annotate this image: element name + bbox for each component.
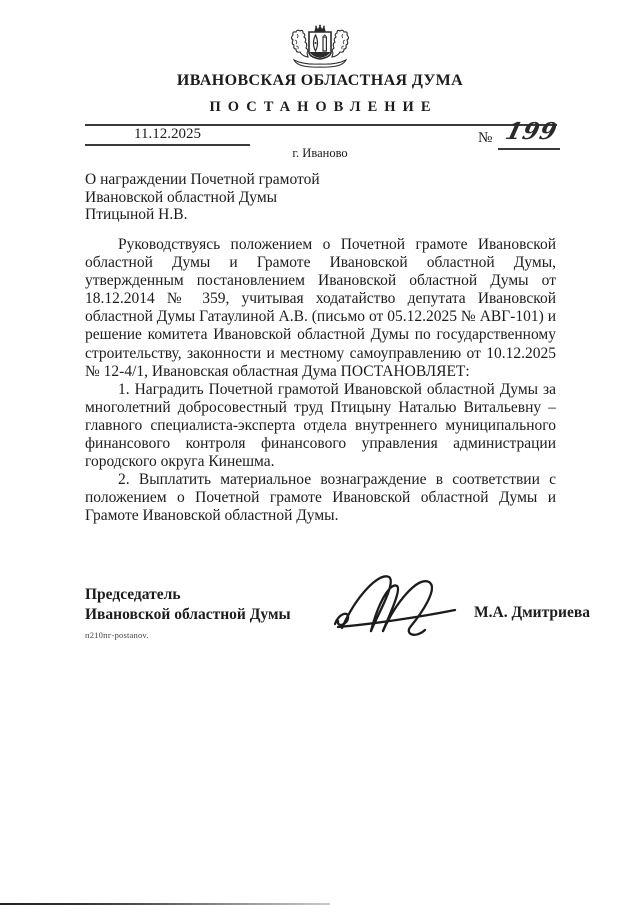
- document-type-title: ПОСТАНОВЛЕНИЕ: [209, 99, 438, 115]
- preamble-paragraph: Руководствуясь положением о Почетной грамоте Ивановской областной Думы и Грамоте Ивановской областной Думы, утвержденным постановлением Ивановской областной Думы от 18.12.2014 № 359, учитывая ходатайство депутата Ивановской областной Думы Гатаулиной А.В. (письмо от 05.12.2025 № АВГ-101) и решение комитета Ивановской областной Думы по государственному строительству, законности и местному самоуправлению от 10.12.2025 № 12-4/1, Ивановская областная Дума ПОСТАНОВЛЯЕТ:: [85, 236, 556, 380]
- document-body: [85, 236, 556, 526]
- organization-name: ИВАНОВСКАЯ ОБЛАСТНАЯ ДУМА: [176, 72, 464, 89]
- signature-block: [85, 585, 595, 655]
- resolution-item-1: 1. Наградить Почетной грамотой Ивановской областной Думы за многолетний добросовестный труд Птицыну Наталью Витальевну – главного специалиста-эксперта отдела внутреннего муниципального финансового контроля финансового управления администрации городского округа Кинешма.: [85, 380, 556, 471]
- document-date: 11.12.2025: [85, 126, 250, 146]
- signer-title-line: Председатель: [85, 586, 181, 603]
- coat-of-arms-icon: [0, 24, 640, 77]
- document-subject: [85, 171, 320, 224]
- document-place: г. Иваново: [292, 146, 348, 160]
- file-reference: п210пг-postanov.: [85, 630, 149, 640]
- subject-line: Ивановской областной Думы: [85, 188, 278, 206]
- signer-title: [85, 585, 291, 624]
- signer-name: М.А. Дмитриева: [474, 604, 590, 621]
- subject-line: Птицыной Н.В.: [85, 206, 188, 223]
- signer-title-line: Ивановской областной Думы: [85, 605, 291, 623]
- handwritten-number: 199: [502, 118, 561, 145]
- signature-autograph-icon: [328, 569, 458, 652]
- resolution-item-2: 2. Выплатить материальное вознаграждение в соответствии с положением о Почетной грамоте Ивановской областной Думы и Грамоте Ивановской областной Думы.: [85, 471, 556, 525]
- number-sign: №: [478, 130, 493, 146]
- subject-line: О награждении Почетной грамотой: [85, 171, 320, 188]
